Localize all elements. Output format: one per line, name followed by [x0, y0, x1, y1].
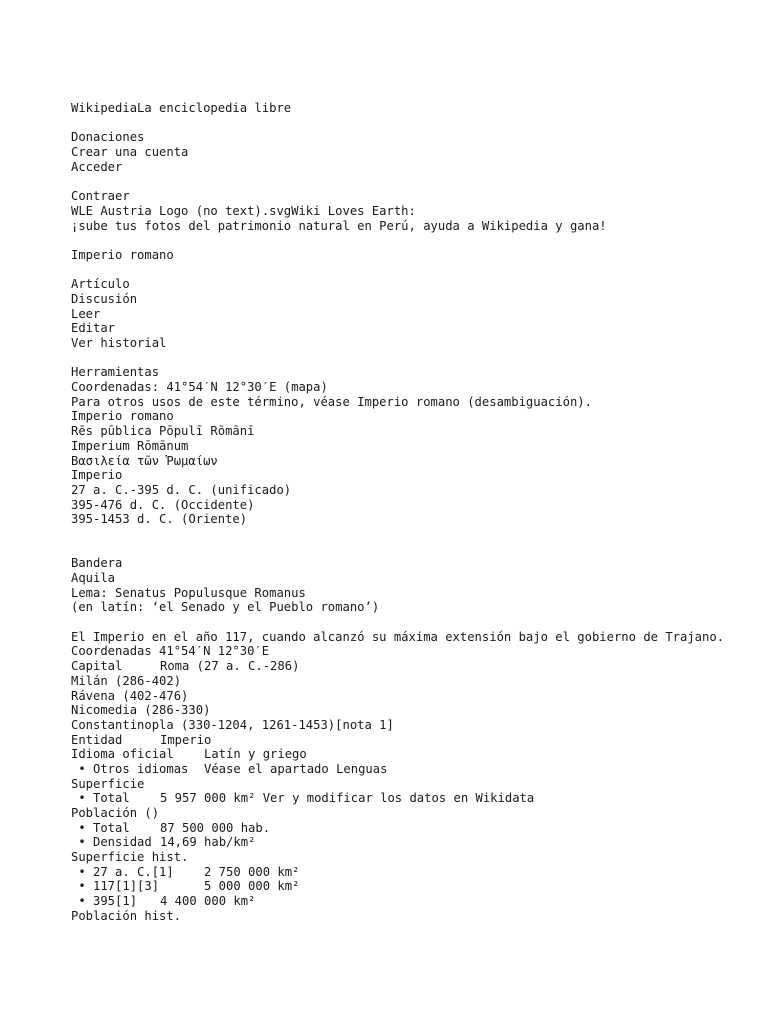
other-languages-row: [71, 762, 751, 777]
entity-row: [71, 733, 751, 748]
tab-history[interactable]: Ver historial: [71, 336, 167, 350]
page-title: Imperio romano: [71, 247, 174, 262]
area-total-label: • Total: [71, 791, 130, 806]
tab-read[interactable]: Leer: [71, 306, 101, 321]
spacer: [71, 233, 751, 248]
create-account-link[interactable]: Crear una cuenta: [71, 145, 189, 160]
donations-link[interactable]: Donaciones: [71, 130, 145, 145]
area-hist-row: [71, 894, 751, 909]
site-title[interactable]: WikipediaLa enciclopedia libre: [71, 101, 292, 115]
infobox-coordinates[interactable]: Coordenadas 41°54′N 12°30′E: [71, 644, 270, 659]
infobox-greek-name: Βασιλεία τῶν Ῥωμαίων: [71, 453, 218, 468]
banner-line-1: WLE Austria Logo (no text).svgWiki Loves Earth:: [71, 203, 416, 218]
tab-article[interactable]: Artículo: [71, 277, 130, 292]
tab-discussion[interactable]: Discusión: [71, 291, 138, 306]
map-caption: El Imperio en el año 117, cuando alcanzó su máxima extensión bajo el gobierno de Trajano.: [71, 629, 725, 644]
density-label: • Densidad: [71, 835, 152, 850]
area-hist-value: 2 750 000 km²: [204, 864, 300, 879]
area-hist-year: • 27 a. C.[1]: [71, 864, 174, 879]
capital-label: Capital: [71, 659, 123, 674]
period-unified: 27 a. C.-395 d. C. (unificado): [71, 482, 292, 497]
population-total-value: 87 500 000 hab.: [160, 820, 271, 835]
collapse-banner-button[interactable]: Contraer: [71, 189, 130, 204]
area-hist-value: 5 000 000 km²: [204, 879, 300, 894]
language-row: [71, 747, 751, 762]
flag-label[interactable]: Bandera: [71, 556, 123, 571]
area-hist-value: 4 400 000 km²: [160, 894, 256, 909]
period-east: 395-1453 d. C. (Oriente): [71, 512, 248, 527]
tools-menu[interactable]: Herramientas: [71, 365, 160, 380]
other-languages-label: • Otros idiomas: [71, 761, 189, 776]
population-hist-label: Población hist.: [71, 908, 182, 923]
capital-milan[interactable]: Milán (286-402): [71, 673, 182, 688]
area-hist-year: • 395[1]: [71, 894, 138, 909]
density-value: 14,69 hab/km²: [160, 835, 256, 850]
spacer: [71, 174, 751, 189]
entity-value[interactable]: Imperio: [160, 732, 212, 747]
other-languages-value[interactable]: Véase el apartado Lenguas: [204, 761, 388, 776]
article-page: [71, 101, 751, 924]
infobox-name: Imperio romano: [71, 409, 174, 424]
capital-constantinople[interactable]: Constantinopla (330-1204, 1261-1453)[nota 1]: [71, 717, 394, 732]
language-value[interactable]: Latín y griego: [204, 747, 307, 762]
population-total-label: • Total: [71, 820, 130, 835]
capital-nicomedia[interactable]: Nicomedia (286-330): [71, 703, 211, 718]
infobox-latin-short: Imperium Rōmānum: [71, 438, 189, 453]
spacer: [71, 615, 751, 630]
spacer: [71, 116, 751, 131]
area-total-row: [71, 791, 751, 806]
aquila-label[interactable]: Aquila: [71, 571, 116, 586]
density-row: [71, 835, 751, 850]
banner-line-2[interactable]: ¡sube tus fotos del patrimonio natural en Perú, ayuda a Wikipedia y gana!: [71, 218, 607, 233]
motto-translation: (en latín: ‘el Senado y el Pueblo romano’): [71, 600, 380, 615]
tab-edit[interactable]: Editar: [71, 321, 116, 336]
capital-row: [71, 659, 751, 674]
capital-value[interactable]: Roma (27 a. C.-286): [160, 659, 300, 674]
area-hist-year: • 117[1][3]: [71, 879, 160, 894]
infobox-type: Imperio: [71, 468, 123, 483]
spacer: [71, 263, 751, 278]
area-hist-row: [71, 879, 751, 894]
period-west: 395-476 d. C. (Occidente): [71, 497, 255, 512]
area-label: Superficie: [71, 776, 145, 791]
area-hist-label: Superficie hist.: [71, 850, 189, 865]
population-total-row: [71, 821, 751, 836]
login-link[interactable]: Acceder: [71, 159, 123, 174]
language-label: Idioma oficial: [71, 747, 174, 762]
entity-label: Entidad: [71, 732, 123, 747]
spacer: [71, 351, 751, 366]
capital-ravenna[interactable]: Rávena (402-476): [71, 688, 189, 703]
population-label: Población (): [71, 806, 160, 821]
coordinates-link[interactable]: Coordenadas: 41°54′N 12°30′E (mapa): [71, 380, 328, 395]
infobox-latin-name: Rēs pūblica Pōpulī Rōmānī: [71, 424, 255, 439]
spacer: [71, 527, 751, 556]
motto: Lema: Senatus Populusque Romanus: [71, 585, 306, 600]
area-total-value[interactable]: 5 957 000 km² Ver y modificar los datos en Wikidata: [160, 791, 535, 806]
hatnote: Para otros usos de este término, véase Imperio romano (desambiguación).: [71, 394, 592, 409]
area-hist-row: [71, 865, 751, 880]
